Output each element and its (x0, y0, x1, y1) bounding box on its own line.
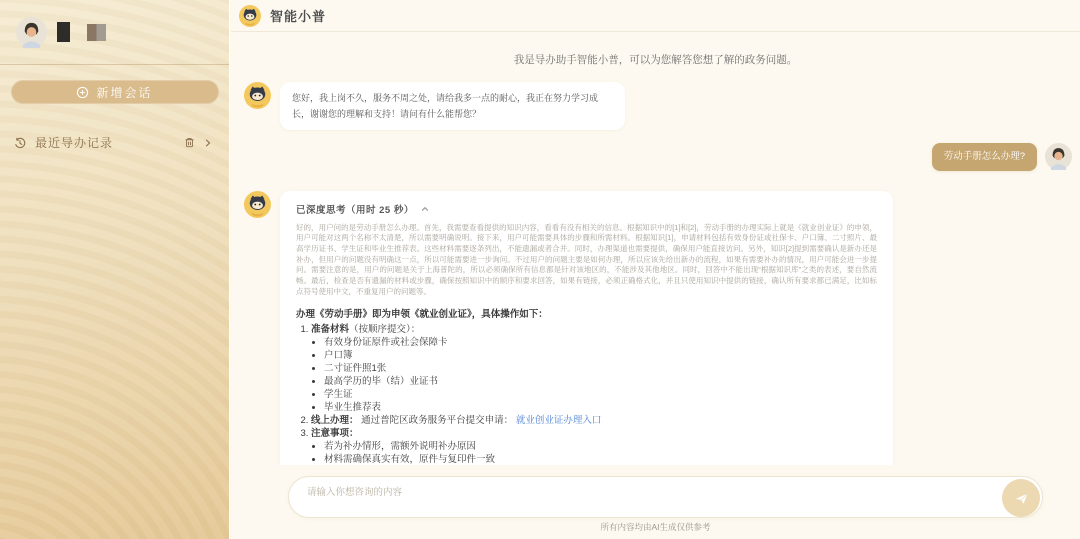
materials-list (311, 336, 877, 414)
material-item: • 毕业生推荐表 (324, 401, 877, 414)
deep-think-content: 好的，用户问的是劳动手册怎么办理。首先，我需要查看提供的知识内容，看看有没有相关的信息。根据知识中的[1]和[2]，劳动手册的办理实际上就是《就业创业证》的申领，用户可能对这两个名称不太清楚，所以需要明确说明。接下来，用户可能需要具体的步骤和所需材料。根据知识[1]，申请材料包括有效身份证或社保卡、户口簿、二寸照片、最高学历证书、学生证和毕业生推荐表。这些材料需要逐条列出，不能遗漏或者合并。同时，办理渠道也需要提供，确保用户能直接访问。另外，知识[2]提到需要确认是新办还是补办，但用户的问题没有明确这一点，所以可能需要进一步询问。不过用户的问题主要是如何办理，所以应该先给出新办的流程，如果有需要补办的情况，用户可能会进一步提问。需要注意的是，用户的问题是关于上海普陀的，所以必须确保所有信息都是针对该地区的，不能涉及其他地区。同时，回答中不能出现“根据知识库”之类的表述，要自然流畅。最后，检查是否有遗漏的材料或步骤，确保按照知识中的顺序和要求回答，如果有链接，必须正确格式化，并且只使用知识中提供的链接，确认所有要求都已满足，比如标点符号使用中文，不重复用户的问题等。 (296, 222, 877, 296)
main-panel (231, 0, 1080, 539)
material-item: • 学生证 (324, 388, 877, 401)
sidebar-divider (0, 64, 229, 65)
step2-text: 通过普陀区政务服务平台提交申请： (361, 415, 514, 427)
step2-title: 线上办理： (311, 415, 359, 427)
step3-title: 注意事项： (311, 428, 359, 440)
material-item: • 最高学历的毕（结）业证书 (324, 375, 877, 388)
material-item: • 有效身份证原件或社会保障卡 (324, 336, 877, 349)
username-redacted-block-2 (87, 24, 106, 41)
bot-avatar (244, 191, 271, 218)
user-question-bubble: 劳动手册怎么办理? (932, 143, 1037, 170)
user-avatar[interactable] (16, 17, 47, 48)
user-question-row (231, 143, 1072, 170)
expand-records-button[interactable] (199, 137, 217, 149)
step-prepare-materials (311, 323, 877, 414)
answer-steps (296, 323, 877, 479)
recent-records-label: 最近导办记录 (35, 136, 114, 150)
send-button[interactable] (1002, 479, 1040, 517)
step1-title: 准备材料 (311, 324, 350, 336)
bot-logo-icon (239, 5, 261, 27)
app-title: 智能小普 (270, 9, 327, 24)
clear-history-button[interactable] (180, 136, 199, 149)
deep-think-toggle[interactable] (296, 202, 430, 216)
profile-row (0, 0, 229, 50)
plus-circle-icon (76, 86, 89, 99)
caret-up-icon (420, 204, 430, 214)
welcome-text: 我是导办助手智能小普，可以为您解答您想了解的政务问题。 (513, 54, 798, 66)
username-redacted-block (57, 22, 70, 42)
note-item: • 若为补办情形，需额外说明补办原因 (324, 440, 877, 453)
chevron-right-icon (202, 137, 214, 149)
note-item: • 材料需确保真实有效，原件与复印件一致 (324, 453, 877, 466)
history-clock-icon (13, 136, 27, 150)
material-item: • 户口簿 (324, 349, 877, 362)
ai-disclaimer: 所有内容均由AI生成仅供参考 (600, 522, 711, 532)
paper-plane-icon (1013, 490, 1030, 507)
user-avatar-chat (1045, 143, 1072, 170)
deep-think-label: 已深度思考（用时 25 秒） (296, 204, 414, 216)
new-chat-label: 新增会话 (96, 85, 153, 100)
composer (288, 476, 1043, 518)
new-chat-button[interactable] (11, 80, 219, 104)
message-input[interactable] (307, 484, 990, 511)
bot-answer-row (244, 191, 1080, 504)
bot-greeting-row (244, 82, 1080, 130)
composer-area (231, 465, 1080, 539)
apply-entry-link[interactable]: 就业创业证办理入口 (515, 415, 602, 427)
sidebar (0, 0, 230, 539)
answer-intro: 办理《劳动手册》即为申领《就业创业证》，具体操作如下： (296, 309, 548, 321)
bot-avatar (244, 82, 271, 109)
material-item: • 二寸证件照1张 (324, 362, 877, 375)
chat-header (231, 0, 1080, 32)
answer-card (280, 191, 893, 504)
recent-records-row[interactable] (13, 134, 217, 151)
step1-suffix: （按顺序提交）： (349, 324, 421, 336)
trash-icon (183, 136, 196, 149)
chat-area (231, 32, 1080, 465)
bot-greeting-bubble: 您好，我上岗不久，服务不周之处，请给我多一点的耐心，我正在努力学习成长，谢谢您的理解和支持！请问有什么能帮您？ (280, 82, 625, 130)
step-online-apply (311, 414, 877, 427)
